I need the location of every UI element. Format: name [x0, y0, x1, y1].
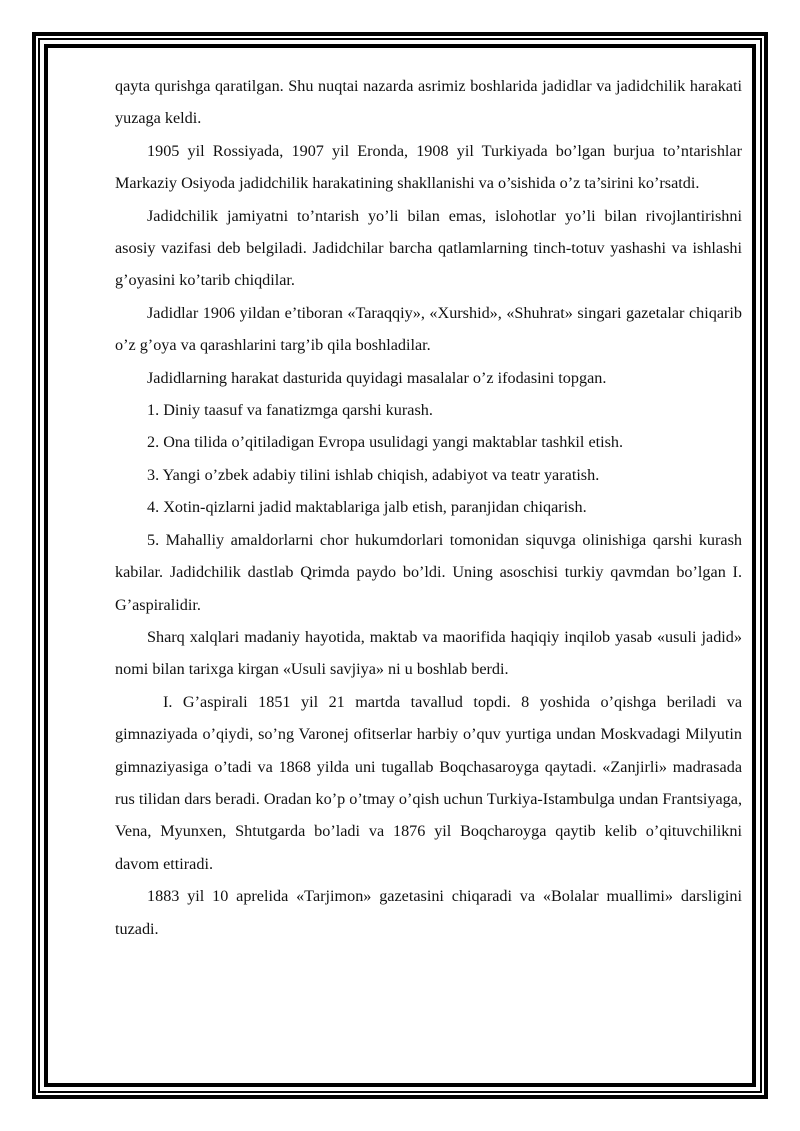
paragraph-newspapers: Jadidlar 1906 yildan e’tiboran «Taraqqiy», «Xurshid», «Shuhrat» singari gazetalar chiqarib o’z g’oya va qarashlarini targ’ib qila boshladilar. — [115, 303, 742, 355]
list-item-4: 4. Xotin-qizlarni jadid maktablariga jalb etish, paranjidan chiqarish. — [147, 498, 587, 517]
document-body — [115, 70, 742, 945]
paragraph-usuli-jadid: Sharq xalqlari madaniy hayotida, maktab va maorifida haqiqiy inqilob yasab «usuli jadid» nomi bilan tarixga kirgan «Usuli savjiya» ni u boshlab berdi. — [115, 627, 742, 679]
list-item-5: 5. Mahalliy amaldorlarni chor hukumdorlari tomonidan siquvga olinishiga qarshi kurash kabilar. Jadidchilik dastlab Qrimda paydo bo’ldi. Uning asoschisi turkiy qavmdan bo’lgan I. G’aspiralidir. — [115, 530, 742, 614]
list-item-1: 1. Diniy taasuf va fanatizmga qarshi kurash. — [147, 401, 433, 420]
list-item-2: 2. Ona tilida o’qitiladigan Evropa usulidagi yangi maktablar tashkil etish. — [147, 433, 624, 452]
paragraph-jadid-goals: Jadidchilik jamiyatni to’ntarish yo’li bilan emas, islohotlar yo’li bilan rivojlantirishni asosiy vazifasi deb belgiladi. Jadidchilar barcha qatlamlarning tinch-totuv yashashi va ishlashi g’oyasini ko’tarib chiqdilar. — [115, 206, 742, 290]
list-item-3: 3. Yangi o’zbek adabiy tilini ishlab chiqish, adabiyot va teatr yaratish. — [147, 465, 600, 484]
paragraph-gaspirali-bio: I. G’aspirali 1851 yil 21 martda tavallud topdi. 8 yoshida o’qishga beriladi va gimnaziyada o’qiydi, so’ng Varonej ofitserlar harbiy o’quv yurtiga undan Moskvadagi Milyutin gimnaziyasiga o’tadi va 1868 yilda uni tugallab Boqchasaroyga qaytadi. «Zanjirli» madrasada rus tilidan dars beradi. Oradan ko’p o’tmay o’qish uchun Turkiya-Istambulga undan Frantsiyaga, Vena, Myunxen, Shtutgarda bo’ladi va 1876 yil Boqcharoyga qaytib kelib o’qituvchilikni davom ettiradi. — [115, 692, 742, 873]
paragraph-revolutions: 1905 yil Rossiyada, 1907 yil Eronda, 1908 yil Turkiyada bo’lgan burjua to’ntarishlar Markaziy Osiyoda jadidchilik harakatining shakllanishi va o’sishida o’z ta’sirini ko’rsatdi. — [115, 141, 742, 193]
paragraph-program-intro: Jadidlarning harakat dasturida quyidagi masalalar o’z ifodasini topgan. — [147, 368, 607, 387]
paragraph-tarjimon: 1883 yil 10 aprelida «Tarjimon» gazetasini chiqaradi va «Bolalar muallimi» darsligini tuzadi. — [115, 887, 742, 938]
paragraph-intro-continuation: qayta qurishga qaratilgan. Shu nuqtai nazarda asrimiz boshlarida jadidlar va jadidchilik harakati yuzaga keldi. — [115, 77, 742, 128]
